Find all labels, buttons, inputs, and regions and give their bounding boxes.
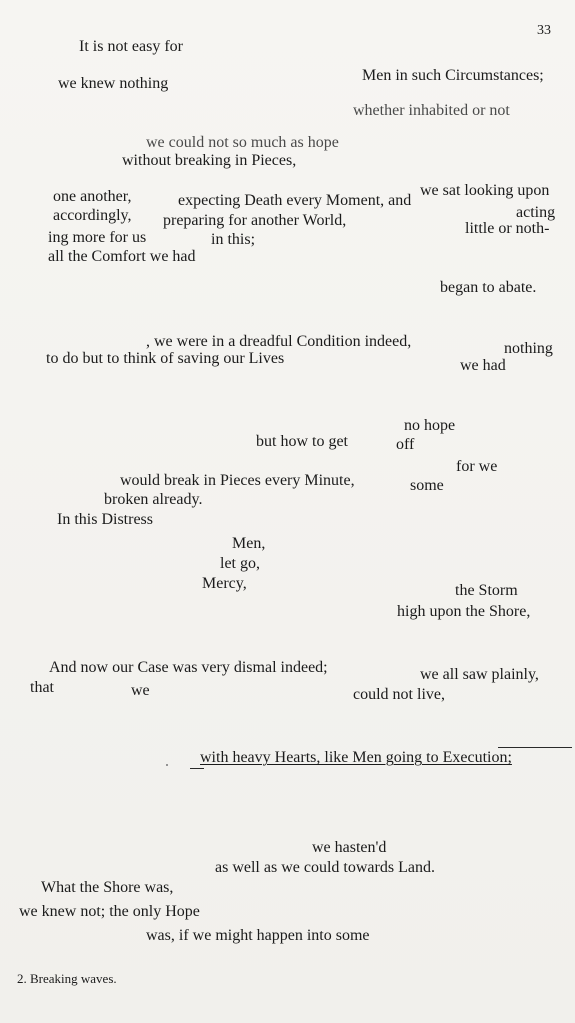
- text-fragment: preparing for another World,: [163, 212, 347, 229]
- text-fragment: nothing: [504, 340, 553, 357]
- text-fragment: we had: [460, 357, 506, 374]
- text-fragment: Men in such Circumstances;: [362, 67, 544, 84]
- text-fragment: was, if we might happen into some: [146, 927, 370, 944]
- text-fragment: let go,: [220, 555, 260, 572]
- text-fragment: whether inhabited or not: [353, 102, 510, 119]
- text-fragment: without breaking in Pieces,: [122, 152, 297, 169]
- text-fragment: It is not easy for: [79, 38, 183, 55]
- footnote: 2. Breaking waves.: [17, 971, 117, 986]
- text-fragment: acting: [516, 204, 556, 221]
- text-fragment: Mercy,: [202, 575, 247, 592]
- text-fragment: In this Distress: [57, 511, 153, 528]
- text-fragment: we sat looking upon: [420, 182, 550, 199]
- text-fragment: the Storm: [455, 582, 518, 599]
- underlined-text-fragment: with heavy Hearts, like Men going to Execution;: [200, 749, 512, 766]
- text-fragment: we knew nothing: [58, 75, 169, 92]
- text-fragment: What the Shore was,: [41, 879, 174, 896]
- text-fragment: all the Comfort we had: [48, 248, 196, 265]
- text-fragment: little or noth-: [465, 220, 550, 237]
- text-fragment: in this;: [211, 231, 256, 248]
- overline-rule: [498, 747, 572, 748]
- ink-speck: [166, 764, 168, 766]
- text-fragment: broken already.: [104, 491, 203, 508]
- text-fragment: , we were in a dreadful Condition indeed,: [146, 333, 412, 350]
- text-fragment: began to abate.: [440, 279, 537, 296]
- text-fragment: could not live,: [353, 686, 445, 703]
- text-fragment: we all saw plainly,: [420, 666, 539, 683]
- text-fragment: high upon the Shore,: [397, 603, 531, 620]
- text-fragment: to do but to think of saving our Lives: [46, 350, 285, 367]
- text-fragment: we: [131, 682, 150, 699]
- underline-rule: [190, 768, 204, 769]
- text-fragment: accordingly,: [53, 207, 132, 224]
- text-fragment: we could not so much as hope: [146, 134, 339, 151]
- text-fragment: as well as we could towards Land.: [215, 859, 435, 876]
- text-fragment: one another,: [53, 188, 132, 205]
- page-number: 33: [537, 23, 551, 38]
- text-fragment: off: [396, 436, 415, 453]
- text-fragment: but how to get: [256, 433, 348, 450]
- text-fragment: And now our Case was very dismal indeed;: [49, 659, 328, 676]
- text-fragment: ing more for us: [48, 229, 147, 246]
- text-fragment: expecting Death every Moment, and: [178, 192, 412, 209]
- text-fragment: we hasten'd: [312, 839, 387, 856]
- text-fragment: for we: [456, 458, 498, 475]
- text-fragment: that: [30, 679, 54, 696]
- text-fragment: Men,: [232, 535, 266, 552]
- text-fragment: we knew not; the only Hope: [19, 903, 200, 920]
- text-fragment: some: [410, 477, 444, 494]
- text-fragment: would break in Pieces every Minute,: [120, 472, 355, 489]
- text-fragment: no hope: [404, 417, 456, 434]
